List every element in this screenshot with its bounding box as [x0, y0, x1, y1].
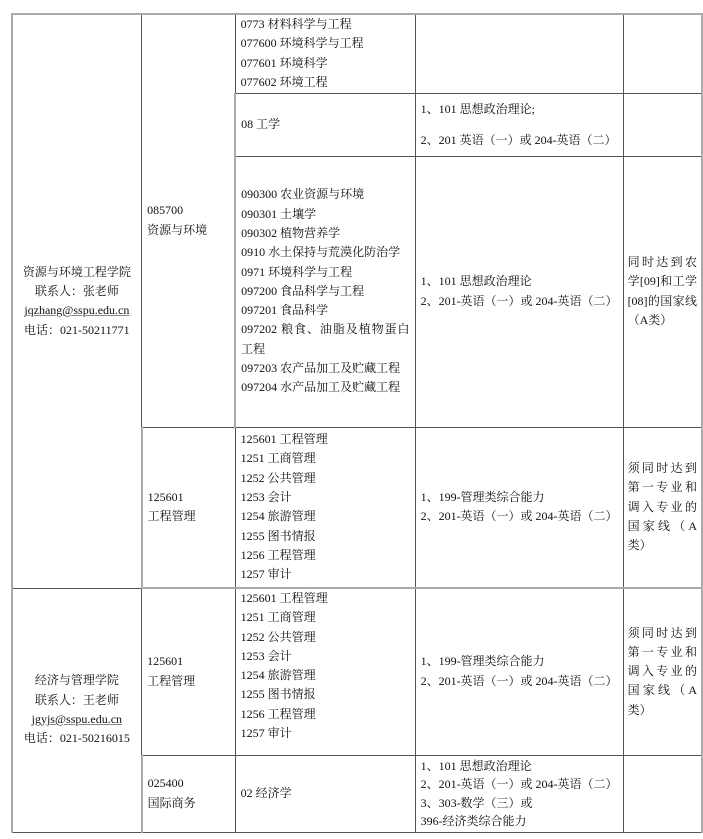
transfer-major: 0971 环境科学与工程: [241, 264, 353, 279]
transfer-major: 0773 材料科学与工程: [240, 17, 352, 32]
program-name: 工程管理: [147, 673, 196, 688]
transfer-major: 090301 土壤学: [241, 206, 317, 221]
program-code: 125601: [147, 654, 184, 669]
exam-item: 3、303-数学（三）或: [420, 795, 533, 810]
transfer-major: 125601 工程管理: [240, 591, 328, 605]
college-cell: [12, 14, 142, 588]
exams-cell: [415, 93, 623, 156]
transfer-major: 125601 工程管理: [240, 432, 328, 447]
transfer-major: 090300 农业资源与环境: [241, 187, 365, 202]
college-cell: [12, 588, 142, 832]
exam-item: 2、201-英语（一）或 204-英语（二）: [420, 509, 618, 524]
program-name: 国际商务: [147, 795, 196, 810]
exams-cell: [415, 14, 623, 93]
transfer-major: 02 经济学: [240, 785, 292, 800]
transfer-majors-cell: [235, 755, 415, 832]
admissions-table: [11, 13, 703, 833]
transfer-majors-cell: [235, 427, 415, 588]
transfer-major: 1256 工程管理: [240, 547, 316, 562]
exam-item: 2、201-英语（一）或 204-英语（二）: [420, 673, 618, 688]
transfer-major: 077602 环境工程: [240, 75, 328, 90]
remark-cell: [623, 755, 702, 832]
program-code: 125601: [147, 489, 184, 504]
transfer-majors-cell: [235, 14, 415, 93]
exams-cell: [415, 755, 623, 832]
transfer-major: 1256 工程管理: [240, 706, 316, 721]
transfer-major: 097203 农产品加工及贮藏工程: [241, 361, 401, 376]
transfer-major: 097200 食品科学与工程: [241, 283, 365, 298]
exam-item: 1、199-管理类综合能力: [420, 654, 545, 669]
program-cell: [142, 588, 235, 755]
transfer-major: 097201 食品科学: [241, 303, 329, 318]
exam-item: 2、201-英语（一）或 204-英语（二）: [420, 777, 618, 791]
college-phone: 电话：021-50211771: [24, 322, 130, 337]
exams-cell: [415, 156, 623, 427]
exam-item: 1、101 思想政治理论: [420, 274, 532, 289]
program-code: 085700: [147, 203, 184, 218]
transfer-major: 077600 环境科学与工程: [240, 36, 364, 51]
transfer-major: 1252 公共管理: [240, 470, 316, 485]
exam-item: 1、101 思想政治理论: [420, 758, 532, 773]
transfer-major: 1253 会计: [240, 648, 292, 663]
college-email-link[interactable]: jgyjs@sspu.edu.cn: [31, 712, 123, 726]
program-code: 025400: [147, 776, 184, 791]
college-email-link[interactable]: jqzhang@sspu.edu.cn: [24, 303, 130, 318]
college-name: 资源与环境工程学院: [22, 264, 131, 279]
transfer-major: 1257 审计: [240, 726, 292, 741]
transfer-major: 1254 旅游管理: [240, 509, 316, 524]
exam-item: 2、201 英语（一）或 204-英语（二）: [420, 132, 617, 147]
remark-cell: 须同时达到第一专业和调入专业的国家线（A类）: [623, 588, 702, 755]
program-cell: [142, 427, 235, 588]
transfer-major: 097204 水产品加工及贮藏工程: [241, 380, 401, 395]
transfer-major: 077601 环境科学: [240, 55, 328, 70]
table-row: [12, 14, 702, 93]
program-name: 工程管理: [147, 509, 196, 524]
college-contact: 联系人：王老师: [34, 692, 119, 707]
table-row: [12, 588, 702, 755]
remark-cell: 同时达到农学[09]和工学[08]的国家线（A类）: [623, 156, 702, 427]
transfer-major: 1251 工商管理: [240, 451, 316, 466]
exams-cell: [415, 427, 623, 588]
transfer-major: 1252 公共管理: [240, 629, 316, 644]
transfer-majors-cell: [235, 588, 415, 755]
exam-item: 1、101 思想政治理论;: [420, 101, 535, 116]
transfer-major: 1253 会计: [240, 489, 292, 504]
transfer-major: 1255 图书情报: [240, 687, 316, 702]
college-name: 经济与管理学院: [34, 673, 119, 688]
transfer-major: 090302 植物营养学: [241, 225, 341, 240]
remark-cell: [623, 93, 702, 156]
transfer-major: 08 工学: [241, 116, 281, 131]
college-contact: 联系人：张老师: [34, 283, 119, 298]
exam-item: 1、199-管理类综合能力: [420, 489, 545, 504]
exams-cell: [415, 588, 623, 755]
remark-cell: 须同时达到第一专业和调入专业的国家线（A类）: [623, 427, 702, 588]
program-cell: [142, 14, 235, 427]
transfer-major: 1254 旅游管理: [240, 668, 316, 683]
program-cell: [142, 755, 235, 832]
exam-item: 2、201-英语（一）或 204-英语（二）: [420, 293, 618, 308]
college-phone: 电话：021-50216015: [23, 731, 130, 746]
transfer-majors-cell: [235, 156, 415, 427]
transfer-major: 1255 图书情报: [240, 528, 316, 543]
transfer-major: 1257 审计: [240, 567, 292, 582]
transfer-major: 0910 水土保持与荒漠化防治学: [241, 245, 401, 260]
transfer-major: 1251 工商管理: [240, 610, 316, 625]
transfer-major: 097202 粮食、油脂及植物蛋白工程: [241, 322, 410, 356]
program-name: 资源与环境: [147, 222, 208, 237]
exam-item: 396-经济类综合能力: [420, 814, 527, 828]
remark-cell: [623, 14, 702, 93]
transfer-majors-cell: [235, 93, 415, 156]
